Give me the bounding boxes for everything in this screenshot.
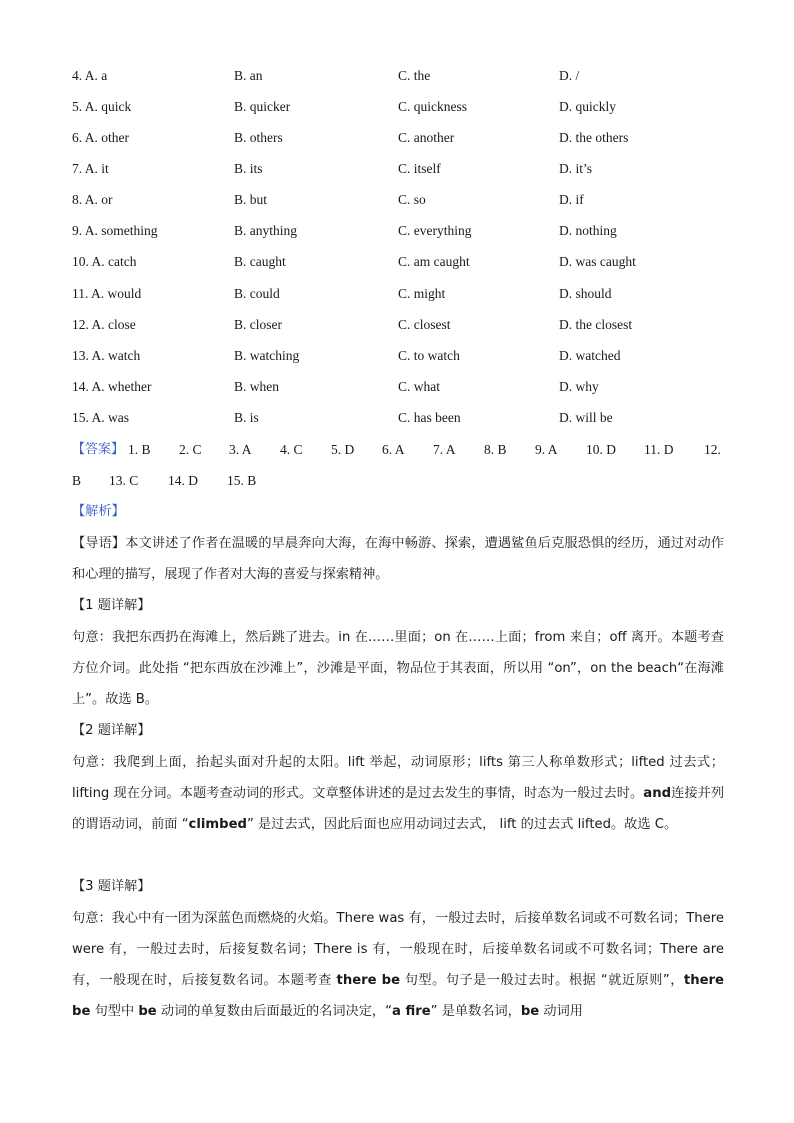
option-b: B. but (234, 192, 268, 207)
option-c: C. am caught (398, 254, 470, 269)
answer-item: 5. D (331, 442, 355, 457)
question-row-6 (72, 128, 732, 148)
analysis-tag: 【解析】 (72, 504, 125, 519)
answer-item: 11. D (644, 442, 674, 457)
option-c: C. itself (398, 161, 441, 176)
option-c: C. what (398, 379, 440, 394)
answer-item: 4. C (280, 442, 303, 457)
answer-item: B (72, 473, 82, 488)
option-b: B. quicker (234, 99, 291, 114)
answer-item: 7. A (433, 442, 456, 457)
option-d: D. the closest (559, 317, 633, 332)
question-row-4 (72, 66, 732, 86)
question-row-13 (72, 346, 732, 366)
option-b: B. caught (234, 254, 286, 269)
answer-item: 13. C (109, 473, 139, 488)
option-b: B. anything (234, 223, 297, 238)
option-d: D. if (559, 192, 584, 207)
question-row-9 (72, 221, 732, 241)
option-b: B. watching (234, 348, 300, 363)
option-b: B. others (234, 130, 283, 145)
option-a: 9. A. something (72, 223, 158, 238)
option-c: C. another (398, 130, 455, 145)
option-c: C. everything (398, 223, 472, 238)
question-row-8 (72, 190, 732, 210)
option-c: C. the (398, 68, 431, 83)
intro-text: 本文讲述了作者在温暖的早晨奔向大海，在海中畅游、探索，遭遇鲨鱼后克服恐惧的经历，通过对动作和心理的描写，展现了作者对大海的喜爱与探索精神。 (72, 536, 724, 582)
option-a: 13. A. watch (72, 348, 141, 363)
answer-item: 3. A (229, 442, 252, 457)
option-a: 10. A. catch (72, 254, 137, 269)
option-d: D. watched (559, 348, 621, 363)
option-d: D. quickly (559, 99, 616, 114)
q1-heading: 【1 题详解】 (72, 598, 151, 613)
option-a: 4. A. a (72, 68, 108, 83)
option-a: 8. A. or (72, 192, 113, 207)
question-row-5 (72, 97, 732, 117)
option-d: D. / (559, 68, 580, 83)
question-row-11 (72, 284, 732, 304)
option-c: C. so (398, 192, 426, 207)
q2-paragraph: 句意：我爬到上面，抬起头面对升起的太阳。lift 举起，动词原形；lifts 第三人称单数形式；lifted 过去式；lifting 现在分词。本题考查动词的形式。文章整体讲述的是过去发生的事情，时态为一般过去时。and连接并列的谓语动词，前面 “climbed” 是过去式，因此后面也应用动词过去式， lift 的过去式 lifted。故选 C。 (72, 755, 725, 832)
answer-item: 8. B (484, 442, 507, 457)
question-row-14 (72, 377, 732, 397)
option-d: D. the others (559, 130, 629, 145)
option-a: 5. A. quick (72, 99, 132, 114)
question-row-7 (72, 159, 732, 179)
q3-heading: 【3 题详解】 (72, 879, 151, 894)
question-row-15 (72, 408, 732, 428)
answer-item: 10. D (586, 442, 616, 457)
answer-item: 2. C (179, 442, 202, 457)
answer-row-1 (72, 440, 732, 460)
option-c: C. might (398, 286, 446, 301)
option-d: D. it’s (559, 161, 593, 176)
intro-tag: 【导语】 (72, 536, 126, 551)
answer-item: 6. A (382, 442, 405, 457)
option-a: 7. A. it (72, 161, 109, 176)
option-c: C. has been (398, 410, 461, 425)
answer-item: 1. B (128, 442, 151, 457)
option-c: C. closest (398, 317, 451, 332)
option-b: B. when (234, 379, 279, 394)
q1-paragraph: 句意：我把东西扔在海滩上，然后跳了进去。in 在……里面；on 在……上面；from 来自；off 离开。本题考查方位介词。此处指 “把东西放在沙滩上”，沙滩是平面，物品位于其表面，所以用 “on”，on the beach“在海滩上”。故选 B。 (72, 630, 724, 707)
answer-item: 9. A (535, 442, 558, 457)
option-c: C. to watch (398, 348, 460, 363)
question-row-12 (72, 315, 732, 335)
option-d: D. should (559, 286, 612, 301)
option-b: B. is (234, 410, 259, 425)
option-b: B. its (234, 161, 263, 176)
intro-paragraph (72, 528, 724, 590)
answer-tag: 【答案】 (72, 442, 125, 457)
answer-item: 14. D (168, 473, 198, 488)
option-a: 15. A. was (72, 410, 129, 425)
question-row-10 (72, 252, 732, 272)
option-b: B. an (234, 68, 263, 83)
q3-paragraph: 句意：我心中有一团为深蓝色而燃烧的火焰。There was 有，一般过去时，后接单数名词或不可数名词；There were 有，一般过去时，后接复数名词；There is 有，一般现在时，后接单数名词或不可数名词；There are 有，一般现在时，后接复数名词。本题考查 there be 句型。句子是一般过去时。根据 “就近原则”，there be 句型中 be 动词的单复数由后面最近的名词决定，“a fire” 是单数名词，be 动词用 (72, 911, 725, 1019)
option-d: D. was caught (559, 254, 636, 269)
option-a: 12. A. close (72, 317, 136, 332)
option-d: D. will be (559, 410, 613, 425)
option-a: 11. A. would (72, 286, 142, 301)
option-b: B. closer (234, 317, 282, 332)
option-d: D. nothing (559, 223, 617, 238)
option-a: 14. A. whether (72, 379, 152, 394)
answer-item: 12. (704, 442, 721, 457)
q2-heading: 【2 题详解】 (72, 723, 151, 738)
answer-item: 15. B (227, 473, 257, 488)
option-c: C. quickness (398, 99, 467, 114)
option-a: 6. A. other (72, 130, 129, 145)
option-b: B. could (234, 286, 280, 301)
answer-row-2 (72, 471, 732, 491)
option-d: D. why (559, 379, 599, 394)
